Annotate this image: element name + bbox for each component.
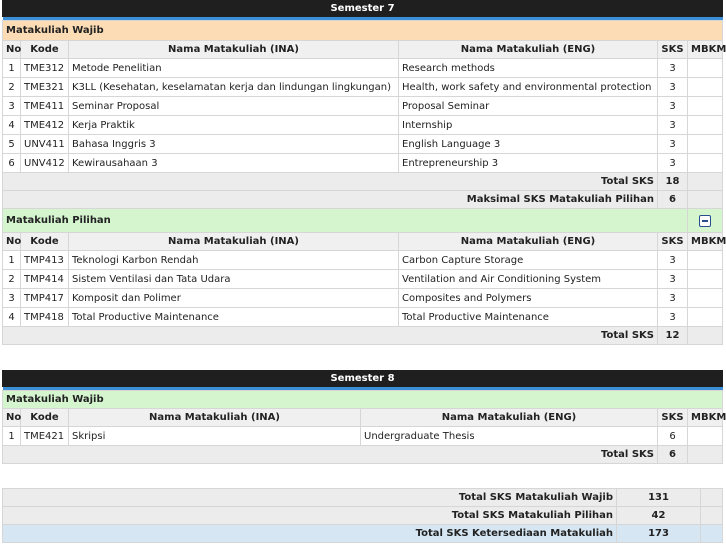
cell-sks: 6 xyxy=(658,427,688,446)
cell-kode: TME412 xyxy=(21,116,69,135)
col-sks: SKS xyxy=(658,409,688,427)
cell-nama-eng: Proposal Seminar xyxy=(399,97,658,116)
minus-icon[interactable] xyxy=(699,215,711,227)
section-wajib-label: Matakuliah Wajib xyxy=(3,391,723,409)
cell-nama-ina: Bahasa Inggris 3 xyxy=(69,135,399,154)
semester-8-title: Semester 8 xyxy=(3,371,723,387)
cell-kode: TMP414 xyxy=(21,270,69,289)
semester-8-table xyxy=(2,370,726,464)
wajib-rows xyxy=(3,59,723,173)
cell-sks: 3 xyxy=(658,116,688,135)
col-mbkm: MBKM xyxy=(688,409,723,427)
empty-cell xyxy=(688,191,723,209)
cell-no: 6 xyxy=(3,154,21,173)
cell-no: 1 xyxy=(3,251,21,270)
cell-nama-eng: Entrepreneurship 3 xyxy=(399,154,658,173)
summary-label: Total SKS Matakuliah Pilihan xyxy=(3,507,617,525)
cell-no: 2 xyxy=(3,78,21,97)
total-sks-value: 18 xyxy=(658,173,688,191)
cell-sks: 3 xyxy=(658,308,688,327)
total-sks-value: 12 xyxy=(658,327,688,345)
col-kode: Kode xyxy=(21,409,69,427)
cell-mbkm xyxy=(688,116,723,135)
table-row xyxy=(3,251,723,270)
cell-kode: TME411 xyxy=(21,97,69,116)
cell-no: 5 xyxy=(3,135,21,154)
empty-cell xyxy=(688,446,723,464)
cell-nama-eng: Composites and Polymers xyxy=(399,289,658,308)
cell-nama-eng: Total Productive Maintenance xyxy=(399,308,658,327)
col-sks: SKS xyxy=(658,233,688,251)
cell-no: 4 xyxy=(3,308,21,327)
cell-no: 1 xyxy=(3,59,21,78)
cell-nama-ina: Metode Penelitian xyxy=(69,59,399,78)
empty-cell xyxy=(688,327,723,345)
semester-7-title: Semester 7 xyxy=(3,1,723,17)
cell-kode: TME312 xyxy=(21,59,69,78)
cell-sks: 3 xyxy=(658,251,688,270)
cell-kode: TMP418 xyxy=(21,308,69,327)
cell-mbkm xyxy=(688,308,723,327)
section-pilihan-label: Matakuliah Pilihan xyxy=(3,209,688,233)
col-kode: Kode xyxy=(21,233,69,251)
table-row xyxy=(3,270,723,289)
max-sks-pilihan-value: 6 xyxy=(658,191,688,209)
cell-nama-ina: Total Productive Maintenance xyxy=(69,308,399,327)
cell-nama-eng: English Language 3 xyxy=(399,135,658,154)
cell-nama-ina: Skripsi xyxy=(69,427,361,446)
summary-label: Total SKS Ketersediaan Matakuliah xyxy=(3,525,617,543)
table-row xyxy=(3,116,723,135)
cell-nama-eng: Internship xyxy=(399,116,658,135)
table-row xyxy=(3,59,723,78)
col-no: No xyxy=(3,233,21,251)
cell-no: 3 xyxy=(3,289,21,308)
cell-nama-eng: Ventilation and Air Conditioning System xyxy=(399,270,658,289)
cell-nama-eng: Health, work safety and environmental protection xyxy=(399,78,658,97)
summary-value: 173 xyxy=(617,525,701,543)
col-nama-ina: Nama Matakuliah (INA) xyxy=(69,233,399,251)
total-sks-label: Total SKS xyxy=(3,327,658,345)
cell-no: 4 xyxy=(3,116,21,135)
cell-nama-eng: Carbon Capture Storage xyxy=(399,251,658,270)
section-wajib-label: Matakuliah Wajib xyxy=(3,21,723,41)
pilihan-rows xyxy=(3,251,723,327)
col-kode: Kode xyxy=(21,41,69,59)
empty-cell xyxy=(701,507,723,525)
cell-nama-ina: Sistem Ventilasi dan Tata Udara xyxy=(69,270,399,289)
col-no: No xyxy=(3,409,21,427)
total-sks-value: 6 xyxy=(658,446,688,464)
collapse-toggle[interactable] xyxy=(688,209,723,233)
cell-nama-ina: K3LL (Kesehatan, keselamatan kerja dan lindungan lingkungan) xyxy=(69,78,399,97)
cell-mbkm xyxy=(688,289,723,308)
cell-kode: UNV412 xyxy=(21,154,69,173)
cell-no: 2 xyxy=(3,270,21,289)
cell-sks: 3 xyxy=(658,154,688,173)
table-row xyxy=(3,135,723,154)
summary-label: Total SKS Matakuliah Wajib xyxy=(3,489,617,507)
cell-nama-ina: Teknologi Karbon Rendah xyxy=(69,251,399,270)
col-nama-ina: Nama Matakuliah (INA) xyxy=(69,409,361,427)
spacer xyxy=(0,345,726,370)
cell-sks: 3 xyxy=(658,270,688,289)
total-sks-label: Total SKS xyxy=(3,173,658,191)
summary-row xyxy=(3,489,723,507)
col-nama-ina: Nama Matakuliah (INA) xyxy=(69,41,399,59)
summary-rows xyxy=(3,489,723,543)
table-row xyxy=(3,78,723,97)
table-row xyxy=(3,289,723,308)
cell-kode: TMP417 xyxy=(21,289,69,308)
col-mbkm: MBKM xyxy=(688,41,723,59)
cell-nama-eng: Research methods xyxy=(399,59,658,78)
col-nama-eng: Nama Matakuliah (ENG) xyxy=(399,41,658,59)
table-row xyxy=(3,308,723,327)
cell-sks: 3 xyxy=(658,97,688,116)
col-nama-eng: Nama Matakuliah (ENG) xyxy=(399,233,658,251)
semester-7-table xyxy=(2,0,726,345)
cell-mbkm xyxy=(688,427,723,446)
empty-cell xyxy=(701,525,723,543)
cell-kode: UNV411 xyxy=(21,135,69,154)
cell-nama-ina: Seminar Proposal xyxy=(69,97,399,116)
spacer xyxy=(0,464,726,488)
cell-nama-ina: Kewirausahaan 3 xyxy=(69,154,399,173)
summary-row xyxy=(3,507,723,525)
summary-table xyxy=(2,488,723,543)
cell-mbkm xyxy=(688,154,723,173)
cell-no: 1 xyxy=(3,427,21,446)
cell-mbkm xyxy=(688,251,723,270)
empty-cell xyxy=(701,489,723,507)
table-row xyxy=(3,154,723,173)
summary-row xyxy=(3,525,723,543)
wajib-rows xyxy=(3,427,723,446)
col-mbkm: MBKM xyxy=(688,233,723,251)
summary-value: 42 xyxy=(617,507,701,525)
col-no: No xyxy=(3,41,21,59)
col-nama-eng: Nama Matakuliah (ENG) xyxy=(361,409,658,427)
cell-no: 3 xyxy=(3,97,21,116)
table-row xyxy=(3,97,723,116)
cell-mbkm xyxy=(688,78,723,97)
cell-kode: TME321 xyxy=(21,78,69,97)
cell-mbkm xyxy=(688,270,723,289)
cell-nama-eng: Undergraduate Thesis xyxy=(361,427,658,446)
cell-sks: 3 xyxy=(658,59,688,78)
cell-kode: TMP413 xyxy=(21,251,69,270)
total-sks-label: Total SKS xyxy=(3,446,658,464)
cell-mbkm xyxy=(688,97,723,116)
cell-kode: TME421 xyxy=(21,427,69,446)
cell-mbkm xyxy=(688,135,723,154)
table-row xyxy=(3,427,723,446)
summary-value: 131 xyxy=(617,489,701,507)
cell-mbkm xyxy=(688,59,723,78)
max-sks-pilihan-label: Maksimal SKS Matakuliah Pilihan xyxy=(3,191,658,209)
col-sks: SKS xyxy=(658,41,688,59)
cell-sks: 3 xyxy=(658,289,688,308)
empty-cell xyxy=(688,173,723,191)
cell-sks: 3 xyxy=(658,135,688,154)
cell-nama-ina: Komposit dan Polimer xyxy=(69,289,399,308)
cell-sks: 3 xyxy=(658,78,688,97)
cell-nama-ina: Kerja Praktik xyxy=(69,116,399,135)
